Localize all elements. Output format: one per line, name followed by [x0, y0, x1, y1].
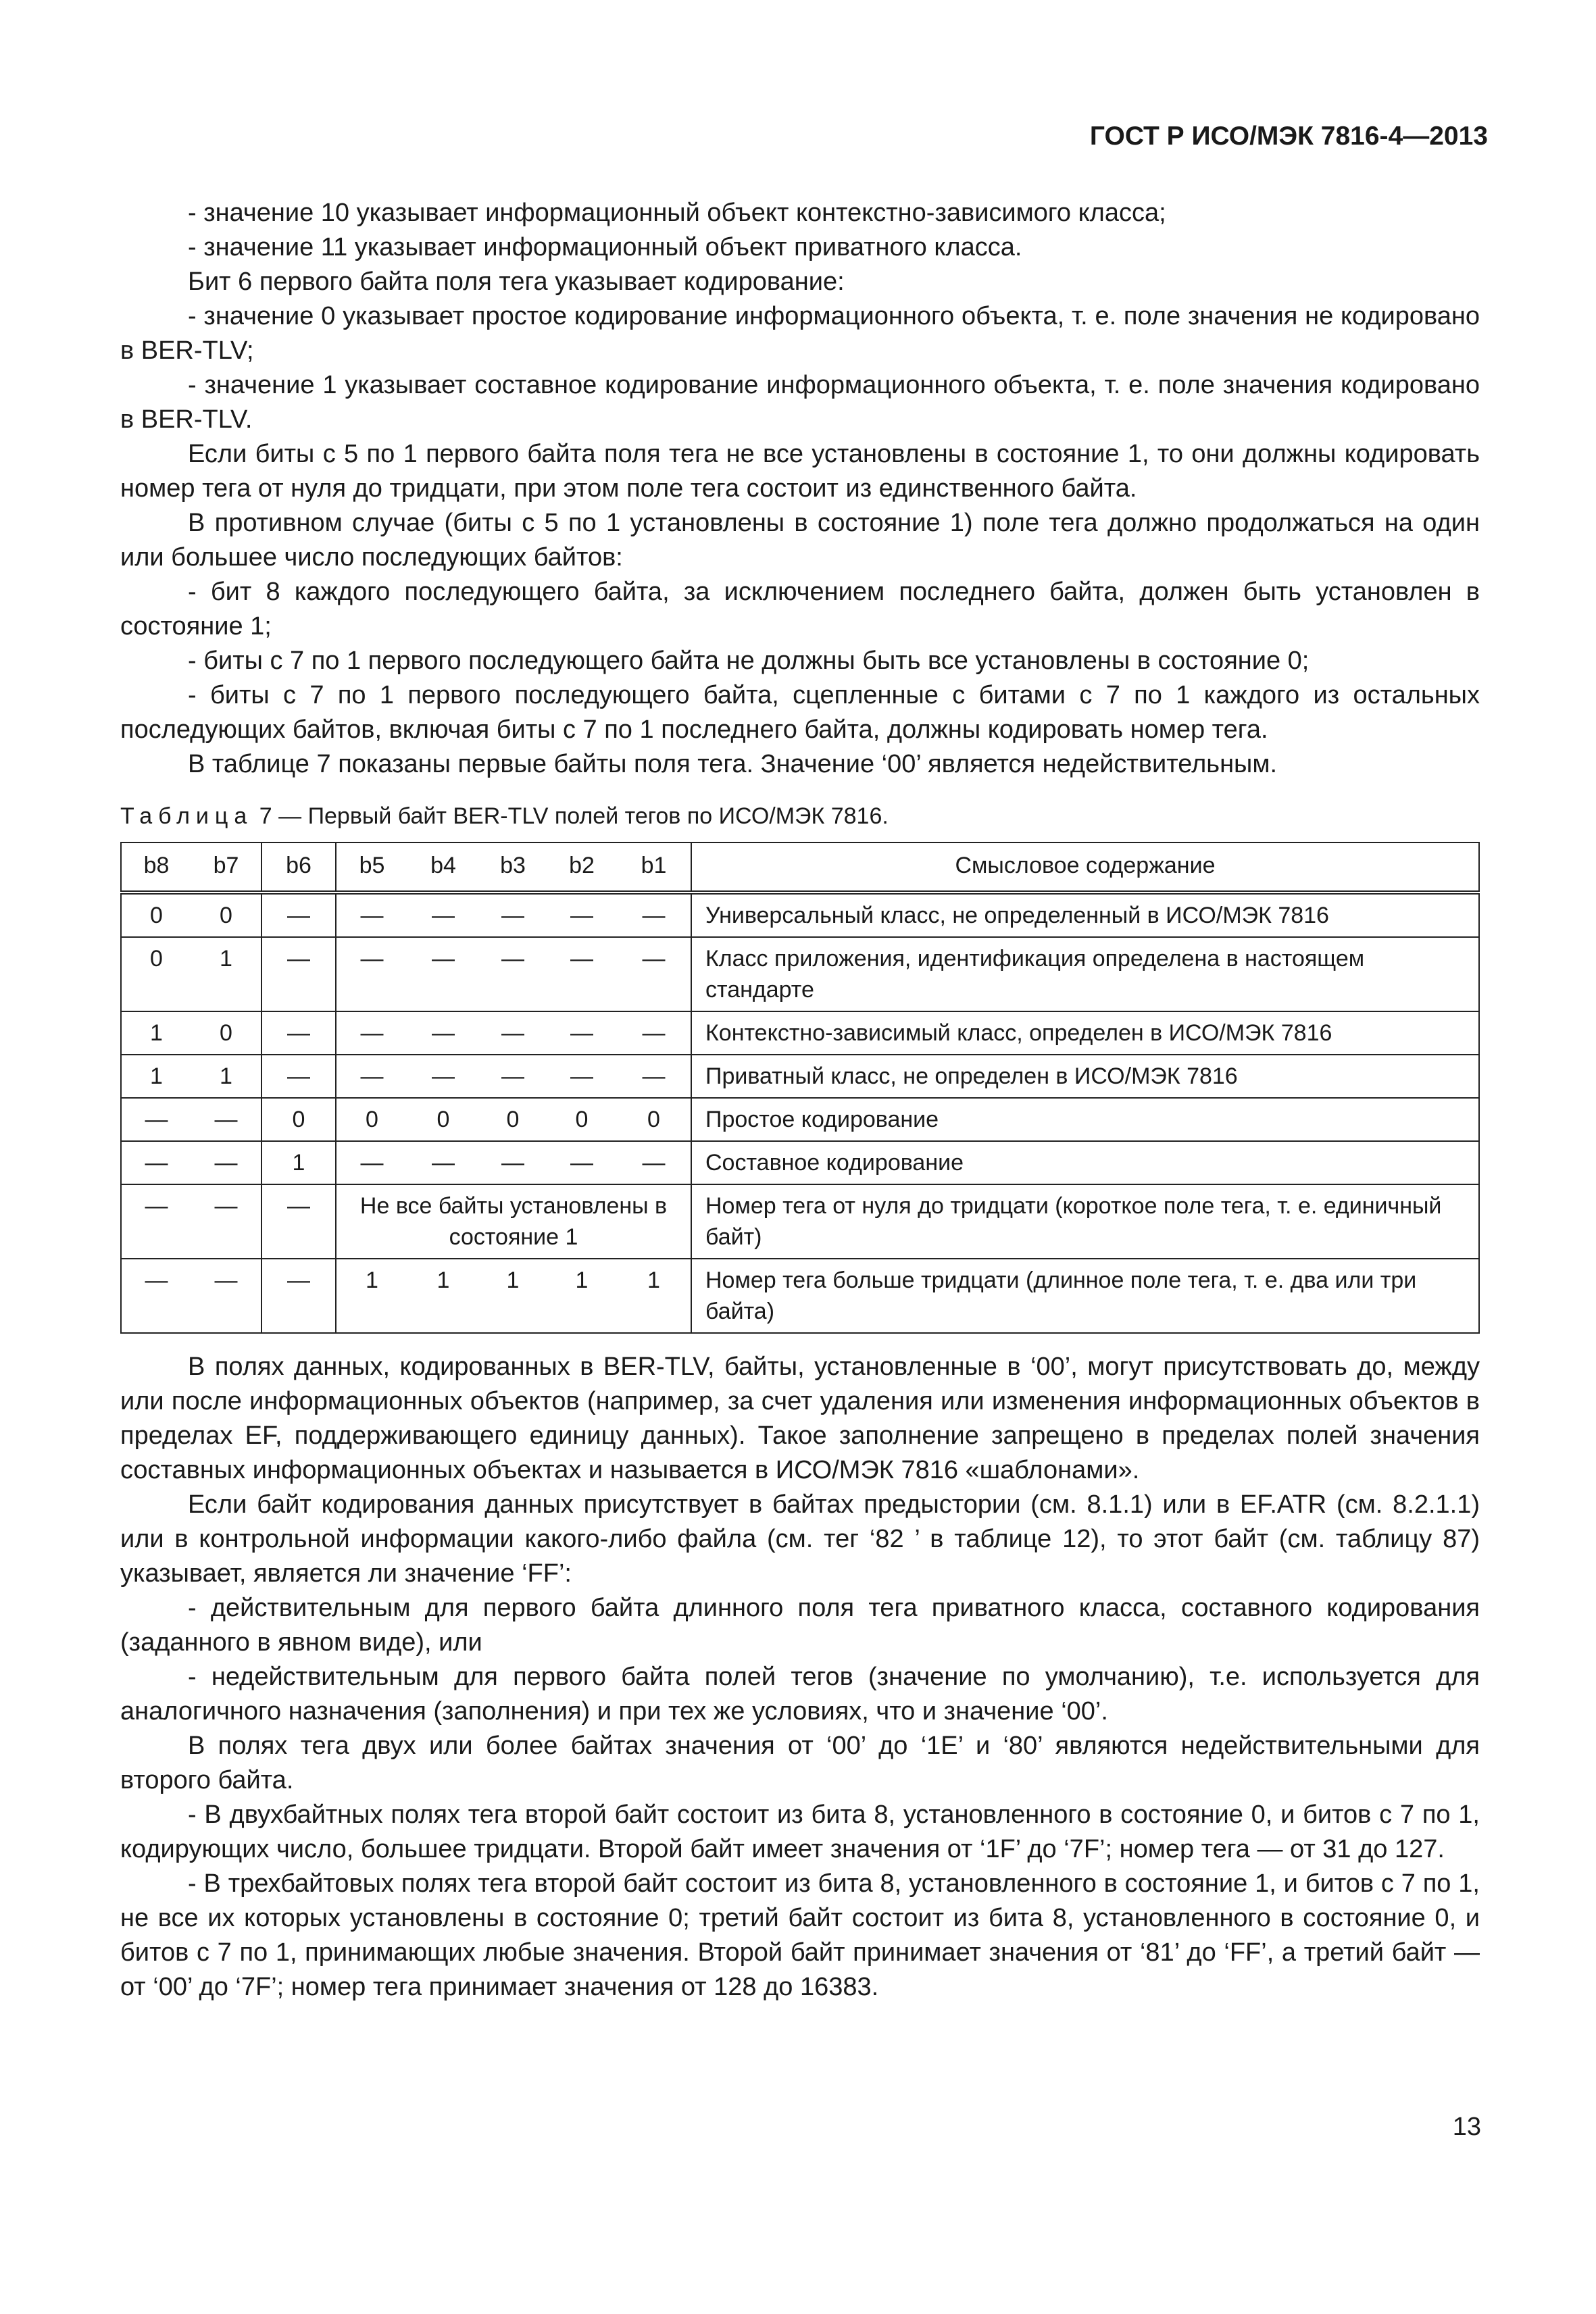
- table-cell: —: [547, 892, 617, 937]
- table-header-cell: b6: [261, 842, 336, 892]
- table-cell-meaning: Приватный класс, не определен в ИСО/МЭК 7816: [691, 1055, 1479, 1098]
- table-cell: 0: [261, 1098, 336, 1141]
- table-cell: 1: [617, 1259, 691, 1333]
- table-cell: —: [547, 937, 617, 1011]
- table-cell: —: [407, 937, 479, 1011]
- table-cell-meaning: Составное кодирование: [691, 1141, 1479, 1184]
- table-cell: —: [191, 1141, 261, 1184]
- table-cell: —: [261, 1184, 336, 1259]
- table-header-cell: b1: [617, 842, 691, 892]
- paragraph: - значение 1 указывает составное кодирование информационного объекта, т. е. поле значения кодировано в BER-TLV.: [120, 371, 1480, 434]
- table-header-cell: b3: [479, 842, 547, 892]
- table-cell: —: [121, 1141, 191, 1184]
- table-cell: —: [547, 1055, 617, 1098]
- table-row: [121, 937, 1479, 1011]
- table-header-cell: b2: [547, 842, 617, 892]
- table-cell: —: [617, 937, 691, 1011]
- table-cell: —: [479, 1011, 547, 1055]
- table-cell: 1: [121, 1011, 191, 1055]
- page-number: 13: [1452, 2113, 1481, 2141]
- table-cell-meaning: Универсальный класс, не определенный в ИСО/МЭК 7816: [691, 892, 1479, 937]
- table-cell: —: [336, 937, 407, 1011]
- paragraph: В таблице 7 показаны первые байты поля тега. Значение ‘00’ является недействительным.: [188, 750, 1278, 778]
- table-cell: 0: [121, 937, 191, 1011]
- table-cell: —: [336, 1141, 407, 1184]
- table-cell: —: [191, 1098, 261, 1141]
- table-cell: 0: [336, 1098, 407, 1141]
- table-cell: 0: [407, 1098, 479, 1141]
- page-body: [120, 196, 1480, 2005]
- paragraph: - действительным для первого байта длинного поля тега приватного класса, составного кодирования (заданного в явном виде), или: [120, 1594, 1480, 1657]
- paragraph: - В двухбайтных полях тега второй байт состоит из бита 8, установленного в состояние 0, и битов с 7 по 1, кодирующих число, большее тридцати. Второй байт имеет значения от ‘1F’ до ‘7F’; номер тега — от 31 до 127.: [120, 1801, 1480, 1863]
- table-cell: 1: [407, 1259, 479, 1333]
- table-cell-meaning: Номер тега больше тридцати (длинное поле тега, т. е. два или три байта): [691, 1259, 1479, 1333]
- table-caption: [120, 799, 1480, 834]
- table-header-row: [121, 842, 1479, 892]
- table-cell: —: [191, 1184, 261, 1259]
- table-row: [121, 1141, 1479, 1184]
- table-cell: 0: [191, 892, 261, 937]
- table-cell: —: [479, 1055, 547, 1098]
- table-cell: 1: [121, 1055, 191, 1098]
- table-cell: —: [407, 1055, 479, 1098]
- table-row: [121, 1184, 1479, 1259]
- table-cell: 0: [191, 1011, 261, 1055]
- table-cell: —: [261, 1011, 336, 1055]
- table-cell-meaning: Простое кодирование: [691, 1098, 1479, 1141]
- table-cell: —: [407, 1011, 479, 1055]
- table-cell: —: [261, 1259, 336, 1333]
- table-row: [121, 892, 1479, 937]
- table-header-cell: b5: [336, 842, 407, 892]
- table-cell: 0: [617, 1098, 691, 1141]
- table-cell: —: [407, 1141, 479, 1184]
- table-cell: 1: [547, 1259, 617, 1333]
- table-cell: —: [479, 937, 547, 1011]
- table-caption-word: Таблица: [120, 803, 253, 829]
- table-cell: —: [261, 1055, 336, 1098]
- table-cell-merged: Не все байты установлены в состояние 1: [336, 1184, 691, 1259]
- table-cell: —: [617, 892, 691, 937]
- table-cell: —: [479, 892, 547, 937]
- table-cell: —: [121, 1098, 191, 1141]
- table-cell: —: [336, 1055, 407, 1098]
- table-cell-meaning: Контекстно-зависимый класс, определен в ИСО/МЭК 7816: [691, 1011, 1479, 1055]
- table-cell: —: [261, 937, 336, 1011]
- document-header: ГОСТ Р ИСО/МЭК 7816-4—2013: [1089, 122, 1488, 151]
- table-cell: 1: [479, 1259, 547, 1333]
- table-cell: —: [336, 1011, 407, 1055]
- paragraph: Если байт кодирования данных присутствует в байтах предыстории (см. 8.1.1) или в EF.ATR (см. 8.2.1.1) или в контрольной информации какого-либо файла (см. тег ‘82 ’ в таблице 12), то этот байт (см. таблицу 87) указывает, является ли значение ‘FF’:: [120, 1490, 1480, 1588]
- table-row: [121, 1011, 1479, 1055]
- table-row: [121, 1098, 1479, 1141]
- table-row: [121, 1055, 1479, 1098]
- paragraph: В полях данных, кодированных в BER-TLV, байты, установленные в ‘00’, могут присутствовать до, между или после информационных объектов (например, за счет удаления или изменения информационных объектов в пределах EF, поддерживающего единицу данных). Такое заполнение запрещено в пределах полей значения составных информационных объектах и называется в ИСО/МЭК 7816 «шаблонами».: [120, 1353, 1480, 1484]
- table-cell-meaning: Класс приложения, идентификация определена в настоящем стандарте: [691, 937, 1479, 1011]
- table-header-cell: b7: [191, 842, 261, 892]
- paragraph: Если биты с 5 по 1 первого байта поля тега не все установлены в состояние 1, то они должны кодировать номер тега от нуля до тридцати, при этом поле тега состоит из единственного байта.: [120, 440, 1480, 503]
- paragraph: - значение 11 указывает информационный объект приватного класса.: [188, 233, 1022, 261]
- table-header-cell: b8: [121, 842, 191, 892]
- paragraph: - В трехбайтовых полях тега второй байт состоит из бита 8, установленного в состояние 1, и битов с 7 по 1, не все их которых установлены в состояние 0; третий байт состоит из бита 8, установленного в состояние 0, и битов с 7 по 1, принимающих любые значения. Второй байт принимает значения от ‘81’ до ‘FF’, а третий байт — от ‘00’ до ‘7F’; номер тега принимает значения от 128 до 16383.: [120, 1869, 1480, 2001]
- table-cell: —: [121, 1184, 191, 1259]
- table-cell: 0: [121, 892, 191, 937]
- table-cell-meaning: Номер тега от нуля до тридцати (короткое поле тега, т. е. единичный байт): [691, 1184, 1479, 1259]
- table-cell: 1: [191, 1055, 261, 1098]
- paragraph: - бит 8 каждого последующего байта, за исключением последнего байта, должен быть установлен в состояние 1;: [120, 578, 1480, 640]
- table-cell: —: [191, 1259, 261, 1333]
- table-cell: 0: [547, 1098, 617, 1141]
- table-cell: —: [617, 1141, 691, 1184]
- paragraph: Бит 6 первого байта поля тега указывает кодирование:: [188, 268, 845, 296]
- table-header-cell: Смысловое содержание: [691, 842, 1479, 892]
- paragraph: - биты с 7 по 1 первого последующего байта, сцепленные с битами с 7 по 1 каждого из остальных последующих байтов, включая биты с 7 по 1 последнего байта, должны кодировать номер тега.: [120, 681, 1480, 744]
- table-header-cell: b4: [407, 842, 479, 892]
- paragraph: В полях тега двух или более байтах значения от ‘00’ до ‘1E’ и ‘80’ являются недействительными для второго байта.: [120, 1732, 1480, 1794]
- table-cell: —: [407, 892, 479, 937]
- table-cell: —: [336, 892, 407, 937]
- paragraph: - недействительным для первого байта полей тегов (значение по умолчанию), т.е. используется для аналогичного назначения (заполнения) и при тех же условиях, что и значение ‘00’.: [120, 1663, 1480, 1726]
- table-caption-text: 7 — Первый байт BER-TLV полей тегов по ИСО/МЭК 7816.: [259, 803, 889, 829]
- table-cell: —: [547, 1141, 617, 1184]
- table-cell: 1: [191, 937, 261, 1011]
- paragraph: - значение 10 указывает информационный объект контекстно-зависимого класса;: [188, 199, 1166, 227]
- paragraph: - значение 0 указывает простое кодирование информационного объекта, т. е. поле значения не кодировано в BER-TLV;: [120, 302, 1480, 365]
- table-cell: —: [617, 1011, 691, 1055]
- table-cell: 1: [261, 1141, 336, 1184]
- table-cell: —: [479, 1141, 547, 1184]
- table-cell: —: [261, 892, 336, 937]
- table-cell: —: [617, 1055, 691, 1098]
- table-cell: —: [121, 1259, 191, 1333]
- paragraph: В противном случае (биты с 5 по 1 установлены в состояние 1) поле тега должно продолжаться на один или большее число последующих байтов:: [120, 509, 1480, 572]
- paragraphs-after-table: [120, 1350, 1480, 2005]
- table-row: [121, 1259, 1479, 1333]
- table-cell: 0: [479, 1098, 547, 1141]
- paragraph: - биты с 7 по 1 первого последующего байта не должны быть все установлены в состояние 0;: [188, 647, 1310, 675]
- table-cell: 1: [336, 1259, 407, 1333]
- table-cell: —: [547, 1011, 617, 1055]
- bit-table: [120, 842, 1480, 1334]
